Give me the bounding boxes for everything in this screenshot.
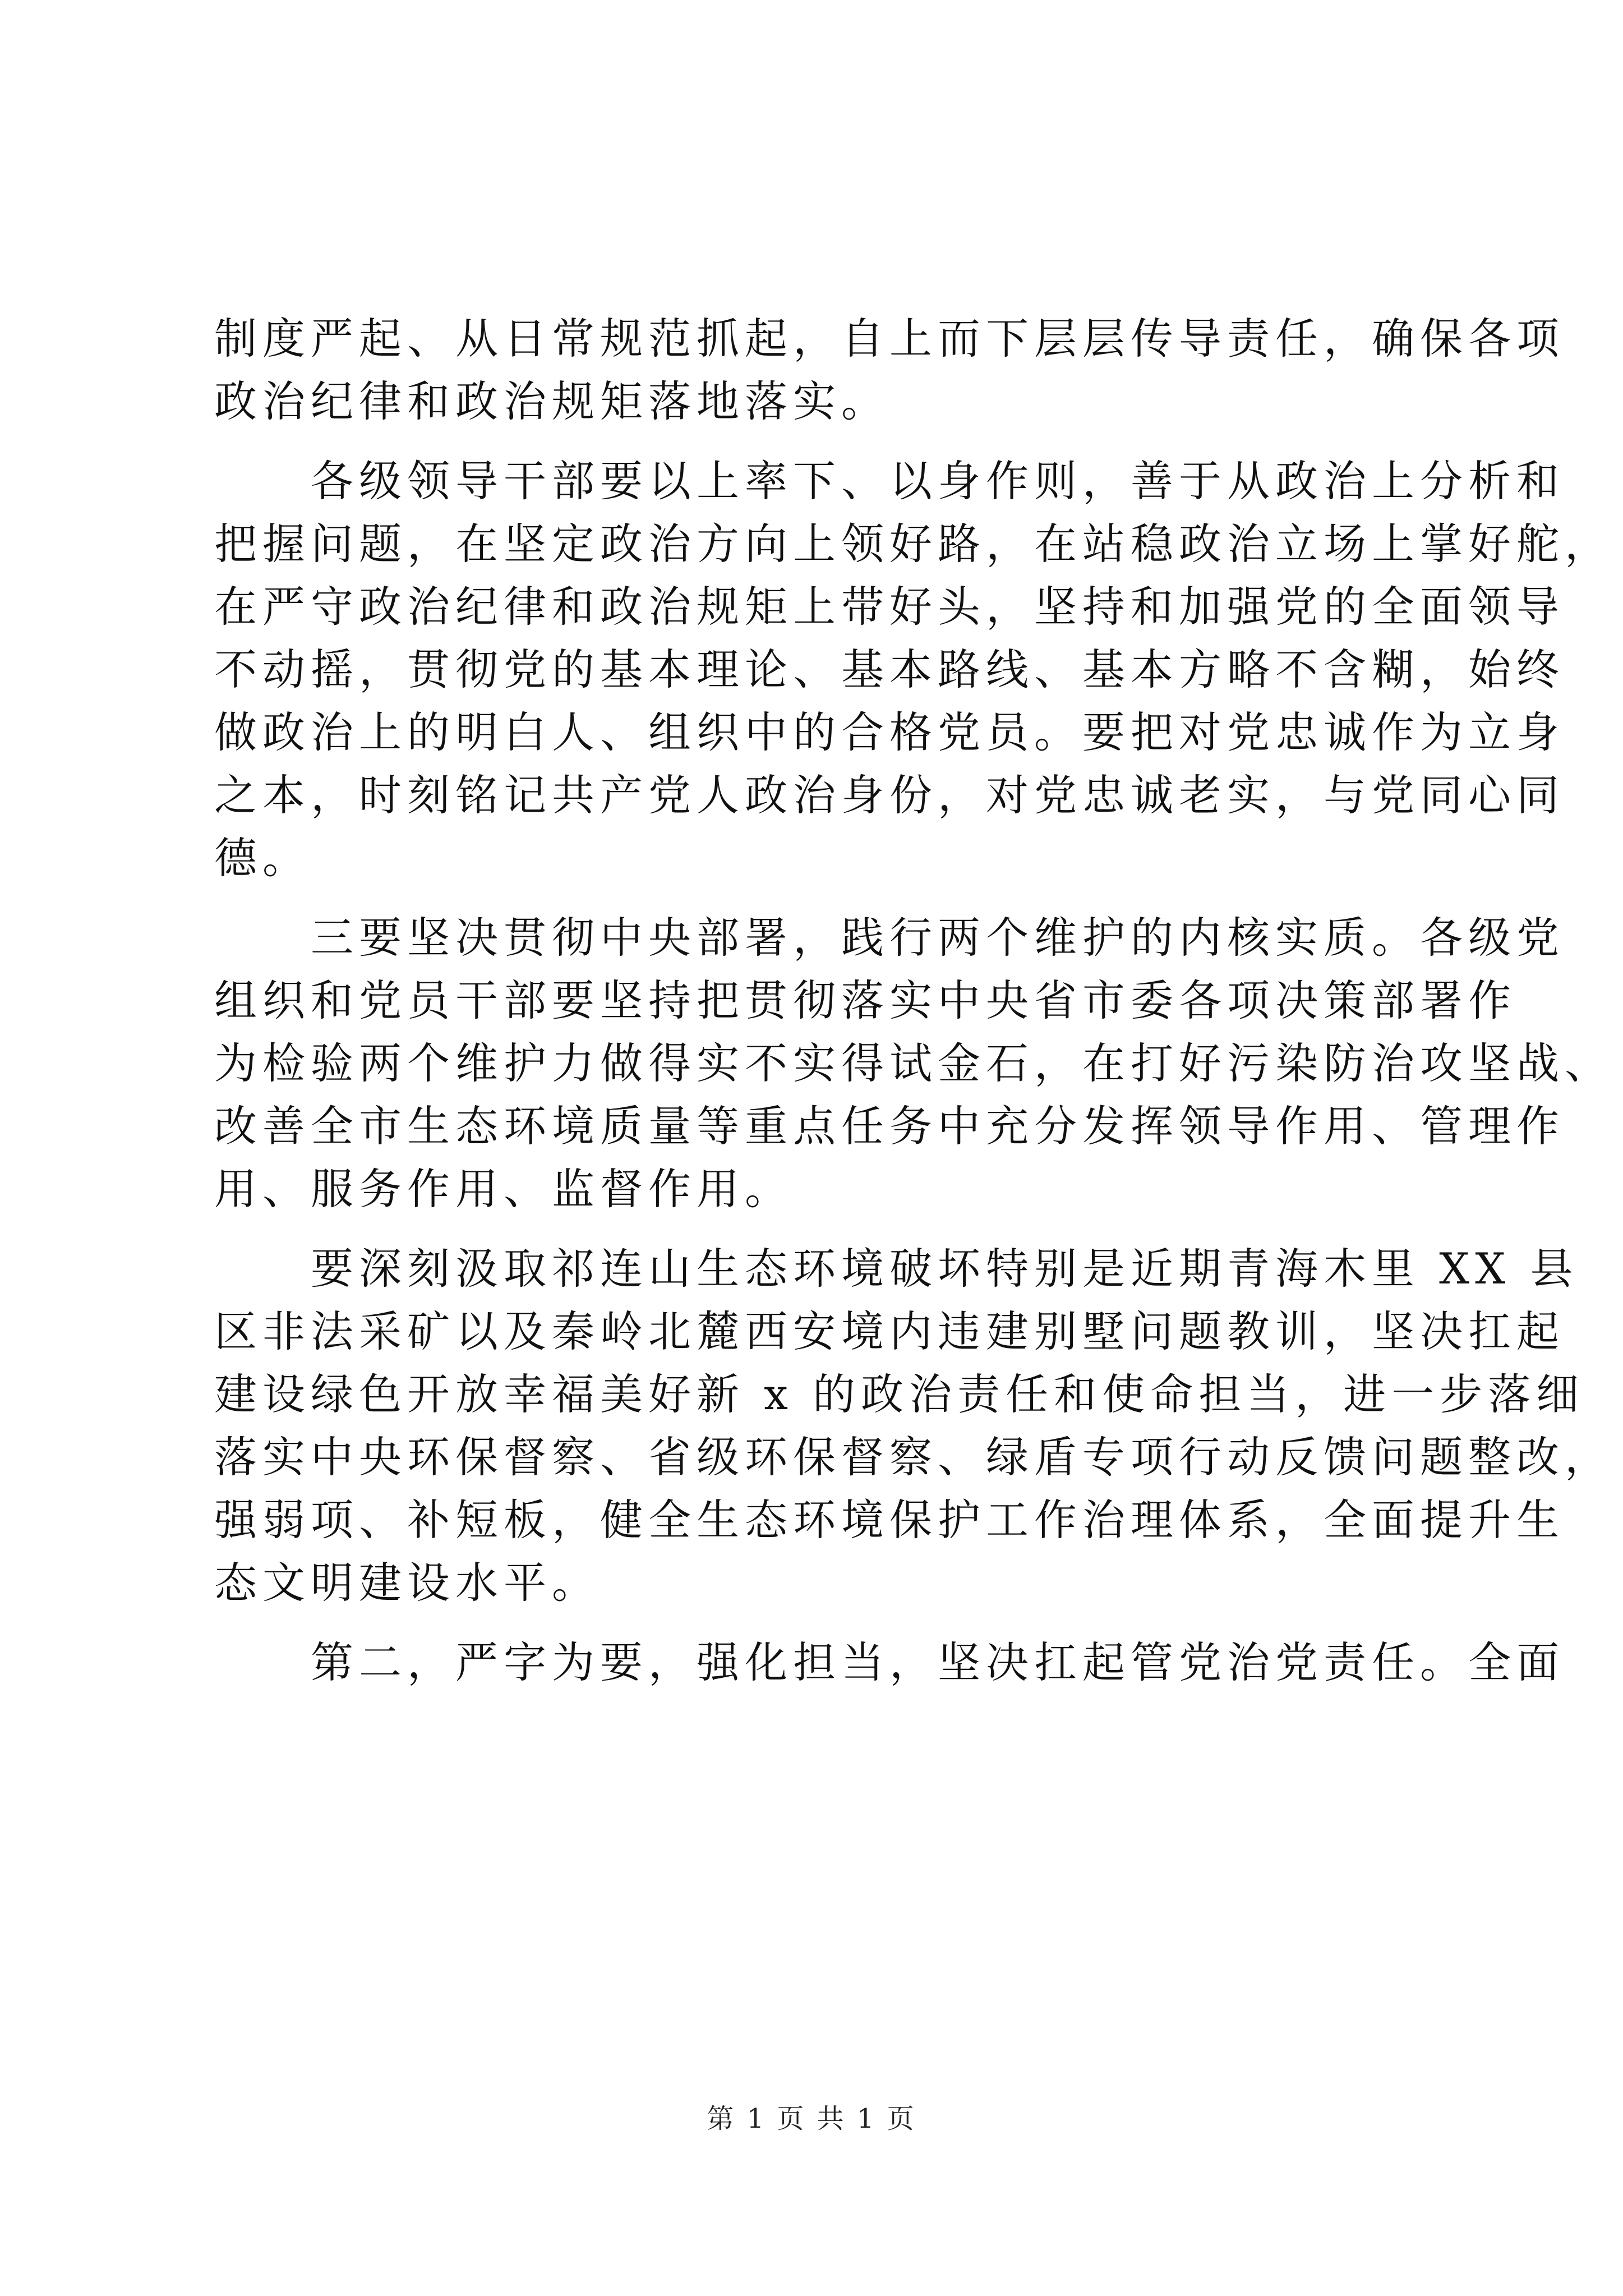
text-line: 制度严起、从日常规范抓起，自上而下层层传导责任，确保各项 bbox=[214, 314, 1565, 364]
text-line: 政治纪律和政治规矩落地落实。 bbox=[214, 376, 889, 426]
paragraph-3 bbox=[214, 907, 1613, 1221]
paragraph-1 bbox=[214, 307, 1565, 433]
paragraph-2 bbox=[214, 450, 1613, 890]
paragraph-4 bbox=[214, 1237, 1613, 1614]
text-line: 强弱项、补短板，健全生态环境保护工作治理体系，全面提升生 bbox=[214, 1495, 1565, 1545]
text-line: 第二，严字为要，强化担当，坚决扛起管党治党责任。全面 bbox=[311, 1637, 1565, 1687]
text-line: 各级领导干部要以上率下、以身作则，善于从政治上分析和 bbox=[311, 456, 1565, 506]
text-line: 把握问题，在坚定政治方向上领好路，在站稳政治立场上掌好舵， bbox=[214, 519, 1613, 569]
text-line: 在严守政治纪律和政治规矩上带好头，坚持和加强党的全面领导 bbox=[214, 582, 1565, 632]
page-number-footer: 第 1 页 共 1 页 bbox=[707, 2103, 916, 2134]
text-line: 要深刻汲取祁连山生态环境破坏特别是近期青海木里 XX 县 bbox=[311, 1244, 1579, 1294]
text-line: 用、服务作用、监督作用。 bbox=[214, 1164, 793, 1214]
text-line: 改善全市生态环境质量等重点任务中充分发挥领导作用、管理作 bbox=[214, 1101, 1565, 1151]
text-line: 不动摇，贯彻党的基本理论、基本路线、基本方略不含糊，始终 bbox=[214, 645, 1565, 694]
text-line: 为检验两个维护力做得实不实得试金石，在打好污染防治攻坚战、 bbox=[214, 1038, 1613, 1088]
text-line: 之本，时刻铭记共产党人政治身份，对党忠诚老实，与党同心同 bbox=[214, 770, 1565, 820]
text-line: 德。 bbox=[214, 833, 311, 883]
document-body bbox=[214, 307, 1613, 1711]
text-line: 做政治上的明白人、组织中的合格党员。要把对党忠诚作为立身 bbox=[214, 707, 1565, 757]
text-line: 区非法采矿以及秦岭北麓西安境内违建别墅问题教训，坚决扛起 bbox=[214, 1306, 1565, 1356]
text-line: 建设绿色开放幸福美好新 x 的政治责任和使命担当，进一步落细 bbox=[214, 1369, 1585, 1419]
text-line: 三要坚决贯彻中央部署，践行两个维护的内核实质。各级党 bbox=[311, 913, 1565, 963]
text-line: 态文明建设水平。 bbox=[214, 1558, 600, 1608]
text-line: 落实中央环保督察、省级环保督察、绿盾专项行动反馈问题整改， bbox=[214, 1432, 1613, 1482]
text-line: 组织和党员干部要坚持把贯彻落实中央省市委各项决策部署作 bbox=[214, 976, 1516, 1025]
paragraph-5 bbox=[214, 1631, 1565, 1694]
